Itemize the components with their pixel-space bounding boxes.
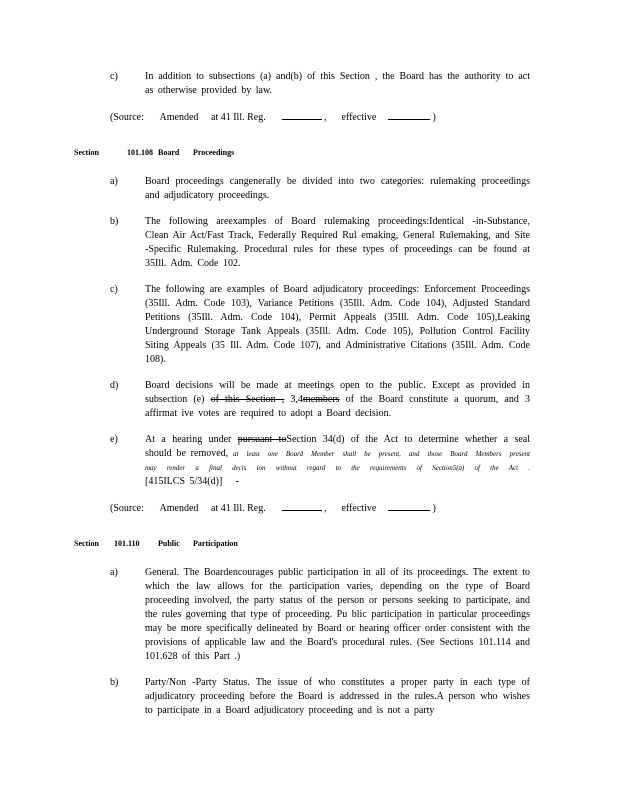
- dash-mark: -: [235, 476, 240, 487]
- source-note: [110, 501, 618, 516]
- section-heading-101-110: [0, 538, 618, 550]
- source-amended: Amended: [159, 503, 199, 514]
- section-number: 101.110: [114, 539, 140, 548]
- reg-blank: [282, 110, 322, 120]
- citation: [415ILCS 5/34(d)]: [145, 476, 223, 487]
- subsection-text: The following are examples of Board adjudicatory proceedings: Enforcement Proceedings (35Ill. Adm. Code 103), Variance Petitions (35Ill. Adm. Code 104), Adjusted Standard Petitions (35Ill. Adm. Code 104), Permit Appeals (35Ill. Adm. Code 105),Leaking Underground Storage Tank Appeals (35Ill. Adm. Code 105), Pollution Control Facility Siting Appeals (35 Ill. Adm. Code 107), and Administrative Citations (35Ill. Adm. Code 108).: [145, 284, 530, 365]
- subsection-c-108: [0, 283, 618, 367]
- reg-blank: [282, 501, 322, 511]
- source-reg: at 41 Ill. Reg.: [211, 503, 266, 514]
- effective-blank: [388, 501, 430, 511]
- source-close: ): [432, 112, 436, 123]
- subsection-label: c): [110, 71, 118, 82]
- subsection-label: c): [110, 284, 118, 295]
- subsection-text: Party/Non -Party Status. The issue of who constitutes a proper party in each type of adjudicatory proceeding before the Board is addressed in the rules.A person who wishes to participate in a Board adjudicatory proceeding and is not a party: [145, 677, 530, 716]
- source-reg: at 41 Ill. Reg.: [211, 112, 266, 123]
- section-number: 101.108: [127, 148, 153, 157]
- subsection-text: [145, 379, 530, 421]
- text-run: At a hearing under: [145, 434, 232, 445]
- subsection-text: [145, 433, 530, 489]
- source-open: (Source:: [110, 503, 144, 514]
- section-title-word: Public: [158, 539, 180, 548]
- subsection-text: In addition to subsections (a) and(b) of this Section , the Board has the authority to act as otherwise provided by law.: [145, 71, 530, 96]
- subsection-label: e): [110, 434, 118, 445]
- struck-text: members: [302, 394, 340, 405]
- section-title-word: Participation: [193, 539, 238, 548]
- source-open: (Source:: [110, 112, 144, 123]
- subsection-e-108: [0, 433, 618, 489]
- subsection-label: d): [110, 380, 119, 391]
- source-close: ): [432, 503, 436, 514]
- text-run: Board decisions will be made at meetings open to the public. Except as provided in subsection (e): [145, 380, 530, 405]
- subsection-a-110: [0, 566, 618, 664]
- struck-text: pursuant to: [237, 434, 287, 445]
- section-title-word: Board: [158, 148, 180, 157]
- section-word: Section: [74, 148, 99, 157]
- subsection-label: a): [110, 176, 118, 187]
- subsection-text: The following areexamples of Board rulemaking proceedings:Identical -in-Substance, Clean Air Act/Fast Track, Federally Required Rul emaking, General Rulemaking, and Site -Specific Rulemaking. Procedural rules for these types of proceedings can be found at 35Ill. Adm. Code 102.: [145, 216, 530, 269]
- source-amended: Amended: [159, 112, 199, 123]
- source-note: [110, 110, 618, 125]
- italic-statute-text: at least one Board Member shall be present, and those Board Members present may render a final decis ion without regard to the requirements of Section5(a) of the Act .: [145, 450, 530, 472]
- subsection-label: b): [110, 216, 119, 227]
- effective-blank: [388, 110, 430, 120]
- section-title-word: Proceedings: [193, 148, 235, 157]
- struck-text: of this Section ,: [210, 394, 285, 405]
- subsection-text: Board proceedings cangenerally be divided into two categories: rulemaking proceedings and adjudicatory proceedings.: [145, 176, 530, 201]
- text-run: 3,4: [290, 394, 303, 405]
- text-run: of the Board constitute a quorum, and 3 affirmat ive votes are required to adopt a Board decision.: [145, 394, 531, 419]
- subsection-d-108: [0, 379, 618, 421]
- subsection-c-authority: [0, 70, 618, 98]
- subsection-text: General. The Boardencourages public participation in all of its proceedings. The extent to which the law allows for the participation varies, depending on the type of Board proceeding involved, the party status of the person or persons seeking to participate, and the rules governing that type of proceeding. Pu blic participation in particular proceedings may be more specifically delineated by Board or hearing officer order consistent with the provisions of applicable law and the Board's procedural rules. (See Sections 101.114 and 101.628 of this Part .): [145, 567, 530, 662]
- source-comma: ,: [324, 503, 327, 514]
- source-effective: effective: [341, 112, 377, 123]
- document-body: [0, 70, 618, 730]
- text-run: Section 34(d) of the Act to determine whether a seal should be removed,: [145, 434, 531, 459]
- section-word: Section: [74, 539, 99, 548]
- subsection-a-108: [0, 175, 618, 203]
- subsection-b-108: [0, 215, 618, 271]
- source-effective: effective: [341, 503, 377, 514]
- subsection-label: a): [110, 567, 118, 578]
- source-comma: ,: [324, 112, 327, 123]
- section-heading-101-108: [0, 147, 618, 159]
- subsection-b-110: [0, 676, 618, 718]
- subsection-label: b): [110, 677, 119, 688]
